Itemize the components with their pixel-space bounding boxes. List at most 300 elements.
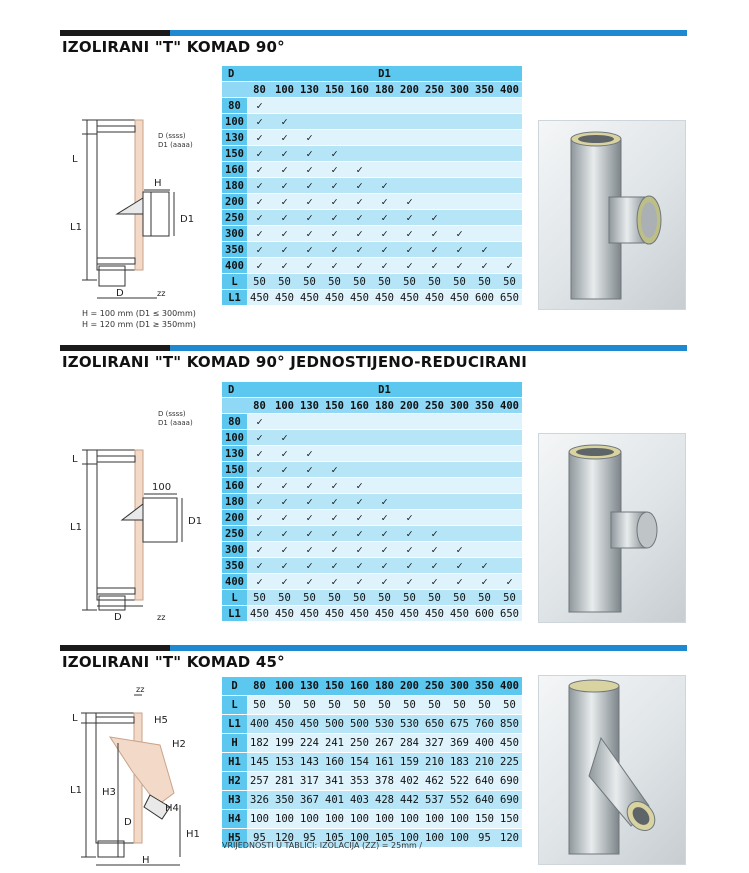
table-row <box>222 430 522 446</box>
table-row <box>222 446 522 462</box>
header-row <box>222 382 522 398</box>
check-mark: ✓ <box>372 178 397 194</box>
row-label: L1 <box>222 715 247 734</box>
header-d: D <box>222 66 247 82</box>
dim-d1: D1 <box>180 214 195 225</box>
check-mark: ✓ <box>272 462 297 478</box>
value-cell: 105 <box>372 829 397 848</box>
table-row <box>222 210 522 226</box>
value-cell: 462 <box>422 772 447 791</box>
check-mark: ✓ <box>322 526 347 542</box>
table-row <box>222 478 522 494</box>
check-mark: ✓ <box>322 226 347 242</box>
value-cell: 50 <box>272 274 297 290</box>
check-mark: ✓ <box>347 558 372 574</box>
value-cell: 450 <box>347 290 372 306</box>
value-cell: 50 <box>347 274 372 290</box>
value-cell: 450 <box>272 606 297 622</box>
row-label: H5 <box>222 829 247 848</box>
table-row <box>222 574 522 590</box>
column-header: 200 <box>397 677 422 696</box>
value-cell: 50 <box>297 590 322 606</box>
table-row <box>222 590 522 606</box>
value-cell: 50 <box>347 590 372 606</box>
column-header: 350 <box>472 82 497 98</box>
row-label: 200 <box>222 194 247 210</box>
value-cell: 95 <box>247 829 272 848</box>
check-mark: ✓ <box>347 194 372 210</box>
value-cell: 50 <box>472 590 497 606</box>
value-cell: 50 <box>497 590 522 606</box>
value-cell: 50 <box>272 590 297 606</box>
column-header: 400 <box>497 82 522 98</box>
value-cell: 267 <box>372 734 397 753</box>
check-mark: ✓ <box>297 210 322 226</box>
table-row <box>222 274 522 290</box>
check-mark: ✓ <box>447 558 472 574</box>
row-label: H1 <box>222 753 247 772</box>
value-cell: 50 <box>272 696 297 715</box>
value-cell: 442 <box>397 791 422 810</box>
check-mark: ✓ <box>347 510 372 526</box>
table-row <box>222 715 522 734</box>
column-header: 130 <box>297 677 322 696</box>
value-cell: 120 <box>272 829 297 848</box>
value-cell: 650 <box>497 606 522 622</box>
value-cell: 400 <box>247 715 272 734</box>
value-cell: 450 <box>397 290 422 306</box>
value-cell: 182 <box>247 734 272 753</box>
header-row <box>222 677 522 696</box>
table-row <box>222 242 522 258</box>
check-mark: ✓ <box>422 526 447 542</box>
check-mark: ✓ <box>247 446 272 462</box>
check-mark: ✓ <box>347 178 372 194</box>
check-mark: ✓ <box>272 146 297 162</box>
check-mark: ✓ <box>247 510 272 526</box>
check-mark: ✓ <box>322 178 347 194</box>
value-cell: 100 <box>422 810 447 829</box>
value-cell: 105 <box>322 829 347 848</box>
value-cell: 690 <box>497 791 522 810</box>
value-cell: 50 <box>422 696 447 715</box>
column-header: 250 <box>422 677 447 696</box>
check-mark: ✓ <box>247 430 272 446</box>
check-mark: ✓ <box>372 526 397 542</box>
table-row <box>222 130 522 146</box>
header-d: D <box>222 382 247 398</box>
value-cell: 100 <box>372 810 397 829</box>
check-mark: ✓ <box>422 258 447 274</box>
check-mark: ✓ <box>297 194 322 210</box>
value-cell: 428 <box>372 791 397 810</box>
check-mark: ✓ <box>397 558 422 574</box>
column-header-row <box>222 82 522 98</box>
value-cell: 50 <box>447 590 472 606</box>
check-mark: ✓ <box>447 242 472 258</box>
row-label: L <box>222 274 247 290</box>
value-cell: 50 <box>372 274 397 290</box>
value-cell: 50 <box>322 274 347 290</box>
check-mark: ✓ <box>272 114 297 130</box>
check-mark: ✓ <box>272 130 297 146</box>
check-mark: ✓ <box>297 462 322 478</box>
table-row <box>222 414 522 430</box>
check-mark: ✓ <box>297 130 322 146</box>
check-mark: ✓ <box>297 162 322 178</box>
check-mark: ✓ <box>247 494 272 510</box>
check-mark: ✓ <box>422 574 447 590</box>
value-cell: 850 <box>497 715 522 734</box>
value-cell: 100 <box>297 810 322 829</box>
dim-h4: H4 <box>165 803 179 814</box>
check-mark: ✓ <box>397 194 422 210</box>
check-mark: ✓ <box>372 242 397 258</box>
row-label: 400 <box>222 574 247 590</box>
title-bar <box>60 345 687 351</box>
check-mark: ✓ <box>372 574 397 590</box>
value-cell: 450 <box>297 715 322 734</box>
column-header: 150 <box>322 398 347 414</box>
compatibility-table <box>222 66 522 306</box>
row-label: 400 <box>222 258 247 274</box>
value-cell: 50 <box>422 590 447 606</box>
row-label: 350 <box>222 242 247 258</box>
check-mark: ✓ <box>247 462 272 478</box>
check-mark: ✓ <box>272 510 297 526</box>
dim-l: L <box>72 713 78 724</box>
value-cell: 150 <box>497 810 522 829</box>
check-mark: ✓ <box>347 526 372 542</box>
value-cell: 450 <box>272 290 297 306</box>
check-mark: ✓ <box>247 542 272 558</box>
value-cell: 50 <box>397 696 422 715</box>
value-cell: 537 <box>422 791 447 810</box>
value-cell: 100 <box>422 829 447 848</box>
column-header: 300 <box>447 82 472 98</box>
check-mark: ✓ <box>372 542 397 558</box>
value-cell: 100 <box>397 810 422 829</box>
dim-zz: zz <box>157 289 166 298</box>
check-mark: ✓ <box>247 194 272 210</box>
row-label: H <box>222 734 247 753</box>
check-mark: ✓ <box>322 258 347 274</box>
column-header: 300 <box>447 398 472 414</box>
value-cell: 183 <box>447 753 472 772</box>
table-row <box>222 162 522 178</box>
value-cell: 600 <box>472 606 497 622</box>
check-mark: ✓ <box>247 98 272 114</box>
check-mark: ✓ <box>347 162 372 178</box>
value-cell: 50 <box>372 696 397 715</box>
table-row <box>222 510 522 526</box>
value-cell: 450 <box>347 606 372 622</box>
table-row <box>222 98 522 114</box>
value-cell: 224 <box>297 734 322 753</box>
value-cell: 50 <box>247 590 272 606</box>
value-cell: 143 <box>297 753 322 772</box>
check-mark: ✓ <box>472 242 497 258</box>
row-label: 350 <box>222 558 247 574</box>
check-mark: ✓ <box>397 258 422 274</box>
column-header: 160 <box>347 677 372 696</box>
check-mark: ✓ <box>322 510 347 526</box>
check-mark: ✓ <box>272 210 297 226</box>
row-label: 100 <box>222 430 247 446</box>
check-mark: ✓ <box>297 178 322 194</box>
check-mark: ✓ <box>272 446 297 462</box>
value-cell: 50 <box>422 274 447 290</box>
check-mark: ✓ <box>297 558 322 574</box>
value-cell: 450 <box>422 606 447 622</box>
check-mark: ✓ <box>347 542 372 558</box>
column-header: 250 <box>422 82 447 98</box>
section-t-45 <box>0 645 749 869</box>
value-cell: 50 <box>472 696 497 715</box>
check-mark: ✓ <box>322 542 347 558</box>
check-mark: ✓ <box>447 542 472 558</box>
check-mark: ✓ <box>397 574 422 590</box>
check-mark: ✓ <box>272 242 297 258</box>
value-cell: 640 <box>472 772 497 791</box>
check-mark: ✓ <box>397 510 422 526</box>
value-cell: 367 <box>297 791 322 810</box>
value-cell: 450 <box>397 606 422 622</box>
check-mark: ✓ <box>397 526 422 542</box>
check-mark: ✓ <box>297 478 322 494</box>
table-row <box>222 791 522 810</box>
check-mark: ✓ <box>272 430 297 446</box>
table-row <box>222 606 522 622</box>
check-mark: ✓ <box>347 494 372 510</box>
table-row <box>222 810 522 829</box>
column-header: 100 <box>272 82 297 98</box>
value-cell: 50 <box>497 696 522 715</box>
column-header: 80 <box>247 82 272 98</box>
value-cell: 50 <box>322 590 347 606</box>
column-header: 350 <box>472 677 497 696</box>
value-cell: 640 <box>472 791 497 810</box>
header-d: D <box>222 677 247 696</box>
value-cell: 50 <box>347 696 372 715</box>
row-label: 160 <box>222 162 247 178</box>
t-90-diagram <box>62 90 232 335</box>
value-cell: 241 <box>322 734 347 753</box>
check-mark: ✓ <box>247 226 272 242</box>
check-mark: ✓ <box>322 162 347 178</box>
table-row <box>222 194 522 210</box>
table-row <box>222 772 522 791</box>
check-mark: ✓ <box>272 194 297 210</box>
value-cell: 690 <box>497 772 522 791</box>
value-cell: 341 <box>322 772 347 791</box>
check-mark: ✓ <box>247 414 272 430</box>
note-h-small: H = 100 mm (D1 ≤ 300mm) <box>82 309 196 318</box>
value-cell: 145 <box>247 753 272 772</box>
check-mark: ✓ <box>397 226 422 242</box>
column-header: 160 <box>347 82 372 98</box>
value-cell: 50 <box>472 274 497 290</box>
value-cell: 153 <box>272 753 297 772</box>
value-cell: 50 <box>247 274 272 290</box>
check-mark: ✓ <box>272 162 297 178</box>
check-mark: ✓ <box>347 242 372 258</box>
column-header: 150 <box>322 677 347 696</box>
check-mark: ✓ <box>397 542 422 558</box>
dim-d: D <box>114 612 122 623</box>
value-cell: 450 <box>272 715 297 734</box>
header-d1: D1 <box>247 66 522 82</box>
check-mark: ✓ <box>297 242 322 258</box>
section-title: IZOLIRANI "T" KOMAD 90° <box>62 38 285 56</box>
column-header: 160 <box>347 398 372 414</box>
value-cell: 600 <box>472 290 497 306</box>
column-header: 100 <box>272 677 297 696</box>
value-cell: 100 <box>347 829 372 848</box>
value-cell: 350 <box>272 791 297 810</box>
value-cell: 100 <box>247 810 272 829</box>
check-mark: ✓ <box>272 258 297 274</box>
value-cell: 50 <box>397 590 422 606</box>
check-mark: ✓ <box>347 258 372 274</box>
dim-d1: D1 <box>188 516 203 527</box>
value-cell: 450 <box>247 606 272 622</box>
check-mark: ✓ <box>322 574 347 590</box>
header-row <box>222 66 522 82</box>
value-cell: 450 <box>372 606 397 622</box>
column-header: 180 <box>372 398 397 414</box>
value-cell: 150 <box>472 810 497 829</box>
value-cell: 327 <box>422 734 447 753</box>
value-cell: 50 <box>447 696 472 715</box>
check-mark: ✓ <box>297 446 322 462</box>
dim-h3: H3 <box>102 787 116 798</box>
value-cell: 326 <box>247 791 272 810</box>
dim-l1: L1 <box>70 522 82 533</box>
column-header: 250 <box>422 398 447 414</box>
check-mark: ✓ <box>347 210 372 226</box>
row-label: 100 <box>222 114 247 130</box>
table-row <box>222 258 522 274</box>
table-row <box>222 734 522 753</box>
y-pipe-icon <box>539 676 685 864</box>
row-label: 200 <box>222 510 247 526</box>
value-cell: 100 <box>447 829 472 848</box>
value-cell: 530 <box>397 715 422 734</box>
row-label: L <box>222 590 247 606</box>
check-mark: ✓ <box>472 558 497 574</box>
check-mark: ✓ <box>422 558 447 574</box>
table-row <box>222 494 522 510</box>
check-mark: ✓ <box>372 194 397 210</box>
header-d1: D1 <box>247 382 522 398</box>
table-row <box>222 146 522 162</box>
section-title: IZOLIRANI "T" KOMAD 45° <box>62 653 285 671</box>
value-cell: 160 <box>322 753 347 772</box>
value-cell: 95 <box>297 829 322 848</box>
table-row <box>222 558 522 574</box>
check-mark: ✓ <box>247 114 272 130</box>
column-header: 150 <box>322 82 347 98</box>
value-cell: 257 <box>247 772 272 791</box>
check-mark: ✓ <box>422 210 447 226</box>
value-cell: 450 <box>372 290 397 306</box>
value-cell: 760 <box>472 715 497 734</box>
title-bar <box>60 30 687 36</box>
check-mark: ✓ <box>397 242 422 258</box>
row-label: 150 <box>222 462 247 478</box>
value-cell: 650 <box>497 290 522 306</box>
legend-d1: D1 (aaaa) <box>158 141 193 149</box>
value-cell: 50 <box>322 696 347 715</box>
check-mark: ✓ <box>297 526 322 542</box>
value-cell: 401 <box>322 791 347 810</box>
legend-d1: D1 (aaaa) <box>158 419 193 427</box>
check-mark: ✓ <box>472 574 497 590</box>
value-cell: 675 <box>447 715 472 734</box>
check-mark: ✓ <box>322 558 347 574</box>
value-cell: 450 <box>297 290 322 306</box>
check-mark: ✓ <box>247 130 272 146</box>
value-cell: 210 <box>472 753 497 772</box>
table-row <box>222 462 522 478</box>
value-cell: 400 <box>472 734 497 753</box>
value-cell: 120 <box>497 829 522 848</box>
column-header-row <box>222 398 522 414</box>
value-cell: 154 <box>347 753 372 772</box>
row-label: 180 <box>222 494 247 510</box>
table-row <box>222 290 522 306</box>
value-cell: 225 <box>497 753 522 772</box>
check-mark: ✓ <box>247 210 272 226</box>
value-cell: 552 <box>447 791 472 810</box>
dim-d: D <box>124 817 132 828</box>
row-label: 300 <box>222 542 247 558</box>
column-header: 100 <box>272 398 297 414</box>
dim-l1: L1 <box>70 222 82 233</box>
check-mark: ✓ <box>247 558 272 574</box>
column-header: 130 <box>297 82 322 98</box>
dim-d: D <box>116 288 124 299</box>
value-cell: 199 <box>272 734 297 753</box>
check-mark: ✓ <box>247 526 272 542</box>
value-cell: 450 <box>422 290 447 306</box>
table-row <box>222 114 522 130</box>
row-label: 160 <box>222 478 247 494</box>
check-mark: ✓ <box>372 510 397 526</box>
check-mark: ✓ <box>322 494 347 510</box>
check-mark: ✓ <box>247 574 272 590</box>
column-header: 180 <box>372 82 397 98</box>
check-mark: ✓ <box>272 178 297 194</box>
table-footnote: VRIJEDNOSTI U TABLICI: IZOLACIJA (ZZ) = 25mm / <box>222 841 423 850</box>
check-mark: ✓ <box>297 510 322 526</box>
check-mark: ✓ <box>422 226 447 242</box>
value-cell: 317 <box>297 772 322 791</box>
check-mark: ✓ <box>372 558 397 574</box>
check-mark: ✓ <box>347 226 372 242</box>
row-label: L1 <box>222 606 247 622</box>
check-mark: ✓ <box>247 146 272 162</box>
value-cell: 450 <box>247 290 272 306</box>
dim-h5: H5 <box>154 715 168 726</box>
check-mark: ✓ <box>297 258 322 274</box>
check-mark: ✓ <box>497 258 522 274</box>
table-row <box>222 696 522 715</box>
dim-l: L <box>72 454 78 465</box>
check-mark: ✓ <box>247 258 272 274</box>
column-header: 80 <box>247 398 272 414</box>
